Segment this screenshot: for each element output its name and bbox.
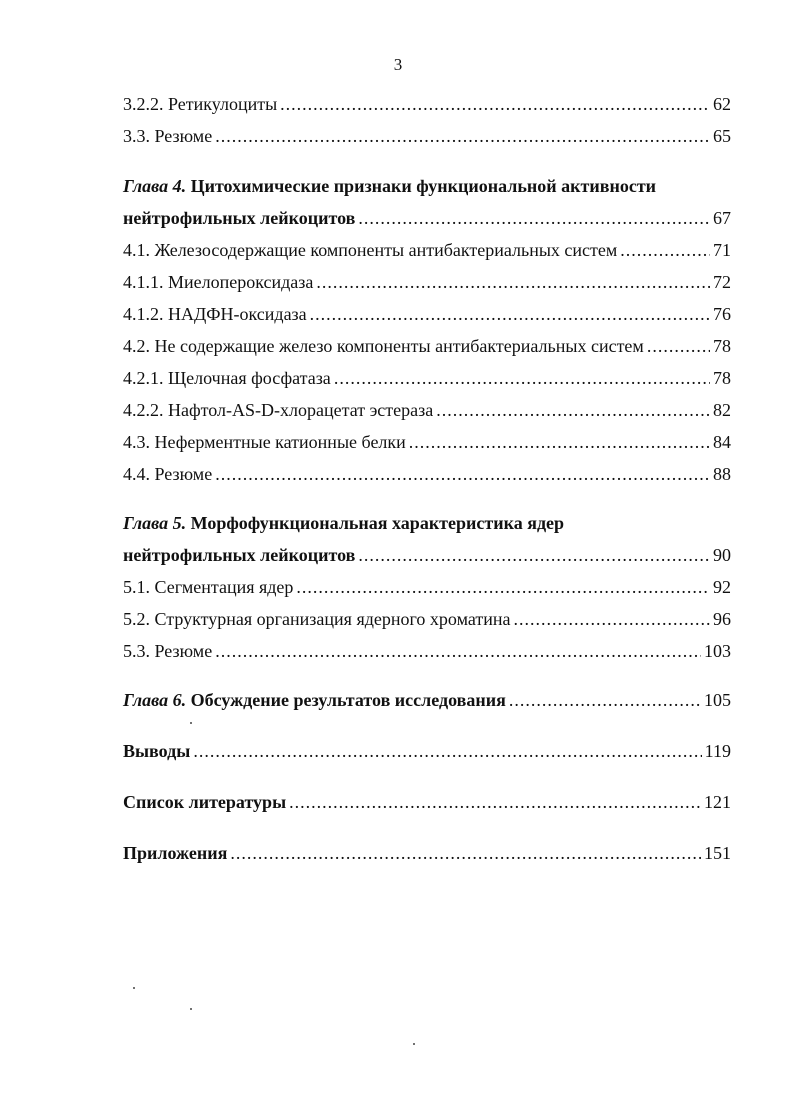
chapter-6-heading: [123, 688, 506, 712]
toc-entry-5-2[interactable]: [123, 607, 731, 631]
toc-entry-page: 84: [713, 432, 731, 452]
toc-entry-label: 5.1. Сегментация ядер: [123, 577, 294, 597]
toc-entry-page: 78: [713, 336, 731, 356]
toc-entry-label: 4.2. Не содержащие железо компоненты антибактериальных систем: [123, 336, 644, 356]
toc-entry-conclusions[interactable]: [123, 739, 731, 763]
toc-entry-label: Приложения: [123, 843, 228, 863]
leader-dots: [215, 639, 701, 663]
toc-entry-appendices[interactable]: [123, 841, 731, 865]
toc-entry-page: 88: [713, 464, 731, 484]
toc-entry-page: 76: [713, 304, 731, 324]
leader-dots: [514, 607, 710, 631]
toc-entry-page: 121: [704, 792, 731, 812]
toc-entry-page: 78: [713, 368, 731, 388]
chapter-5-title-line1: Морфофункциональная характеристика ядер: [190, 513, 565, 533]
toc-entry-4-4[interactable]: [123, 462, 731, 486]
leader-dots: [620, 238, 710, 262]
toc-entry-label: 3.2.2. Ретикулоциты: [123, 94, 278, 114]
leader-dots: [215, 124, 710, 148]
toc-entry-chapter-5[interactable]: [123, 543, 731, 567]
scan-speck: [413, 1043, 415, 1045]
toc-entry-page: 65: [713, 126, 731, 146]
toc-entry-page: 105: [704, 690, 731, 710]
toc-entry-references[interactable]: [123, 790, 731, 814]
toc-entry-label: 5.2. Структурная организация ядерного хроматина: [123, 609, 511, 629]
toc-entry-page: 67: [713, 208, 731, 228]
toc-entry-page: 72: [713, 272, 731, 292]
toc-entry-page: 71: [713, 240, 731, 260]
toc-entry-label: 4.1. Железосодержащие компоненты антибактериальных систем: [123, 240, 618, 260]
toc-entry-4-2[interactable]: [123, 334, 731, 358]
toc-entry-page: 119: [704, 741, 731, 761]
toc-entry-3-3[interactable]: [123, 124, 731, 148]
leader-dots: [280, 92, 710, 116]
toc-entry-5-1[interactable]: [123, 575, 731, 599]
leader-dots: [310, 302, 710, 326]
leader-dots: [215, 462, 710, 486]
leader-dots: [436, 398, 710, 422]
leader-dots: [509, 688, 701, 712]
toc-entry-4-1-2[interactable]: [123, 302, 731, 326]
toc-entry-label: Список литературы: [123, 792, 287, 812]
toc-entry-page: 82: [713, 400, 731, 420]
toc-entry-label: 4.1.2. НАДФН-оксидаза: [123, 304, 307, 324]
toc-entry-4-2-1[interactable]: [123, 366, 731, 390]
chapter-6-title: Обсуждение результатов исследования: [190, 690, 506, 710]
toc-entry-5-3[interactable]: [123, 639, 731, 663]
toc-entry-label: 3.3. Резюме: [123, 126, 213, 146]
page-number: 3: [393, 55, 403, 74]
chapter-4-title-line2: нейтрофильных лейкоцитов: [123, 208, 356, 228]
toc-entry-3-2-2[interactable]: [123, 92, 731, 116]
leader-dots: [647, 334, 710, 358]
leader-dots: [334, 366, 710, 390]
toc-entry-4-3[interactable]: [123, 430, 731, 454]
toc-entry-chapter-6[interactable]: [123, 688, 731, 712]
toc-entry-page: 96: [713, 609, 731, 629]
leader-dots: [296, 575, 710, 599]
toc-entry-page: 62: [713, 94, 731, 114]
toc-entry-page: 103: [704, 641, 731, 661]
chapter-4-title-line1: Цитохимические признаки функциональной активности: [190, 176, 657, 196]
chapter-4-heading[interactable]: [123, 174, 656, 198]
chapter-5-heading[interactable]: [123, 511, 564, 535]
leader-dots: [289, 790, 701, 814]
chapter-6-prefix: Глава 6.: [123, 690, 187, 710]
toc-entry-page: 151: [704, 843, 731, 863]
toc-entry-4-2-2[interactable]: [123, 398, 731, 422]
toc-entry-page: 90: [713, 545, 731, 565]
chapter-5-title-line2: нейтрофильных лейкоцитов: [123, 545, 356, 565]
scan-speck: [190, 722, 192, 724]
scan-speck: [190, 1008, 192, 1010]
toc-entry-label: 5.3. Резюме: [123, 641, 213, 661]
leader-dots: [358, 206, 710, 230]
leader-dots: [358, 543, 710, 567]
toc-entry-label: 4.2.2. Нафтол-AS-D-хлорацетат эстераза: [123, 400, 434, 420]
toc-entry-chapter-4[interactable]: [123, 206, 731, 230]
leader-dots: [316, 270, 710, 294]
toc-entry-label: Выводы: [123, 741, 191, 761]
leader-dots: [193, 739, 701, 763]
toc-entry-4-1-1[interactable]: [123, 270, 731, 294]
chapter-5-prefix: Глава 5.: [123, 513, 187, 533]
leader-dots: [409, 430, 710, 454]
toc-entry-page: 92: [713, 577, 731, 597]
leader-dots: [230, 841, 701, 865]
toc-entry-4-1[interactable]: [123, 238, 731, 262]
toc-entry-label: 4.3. Неферментные катионные белки: [123, 432, 406, 452]
toc-entry-label: 4.4. Резюме: [123, 464, 213, 484]
toc-entry-label: 4.2.1. Щелочная фосфатаза: [123, 368, 331, 388]
scan-speck: [133, 987, 135, 989]
toc-entry-label: 4.1.1. Миелопероксидаза: [123, 272, 314, 292]
chapter-4-prefix: Глава 4.: [123, 176, 187, 196]
